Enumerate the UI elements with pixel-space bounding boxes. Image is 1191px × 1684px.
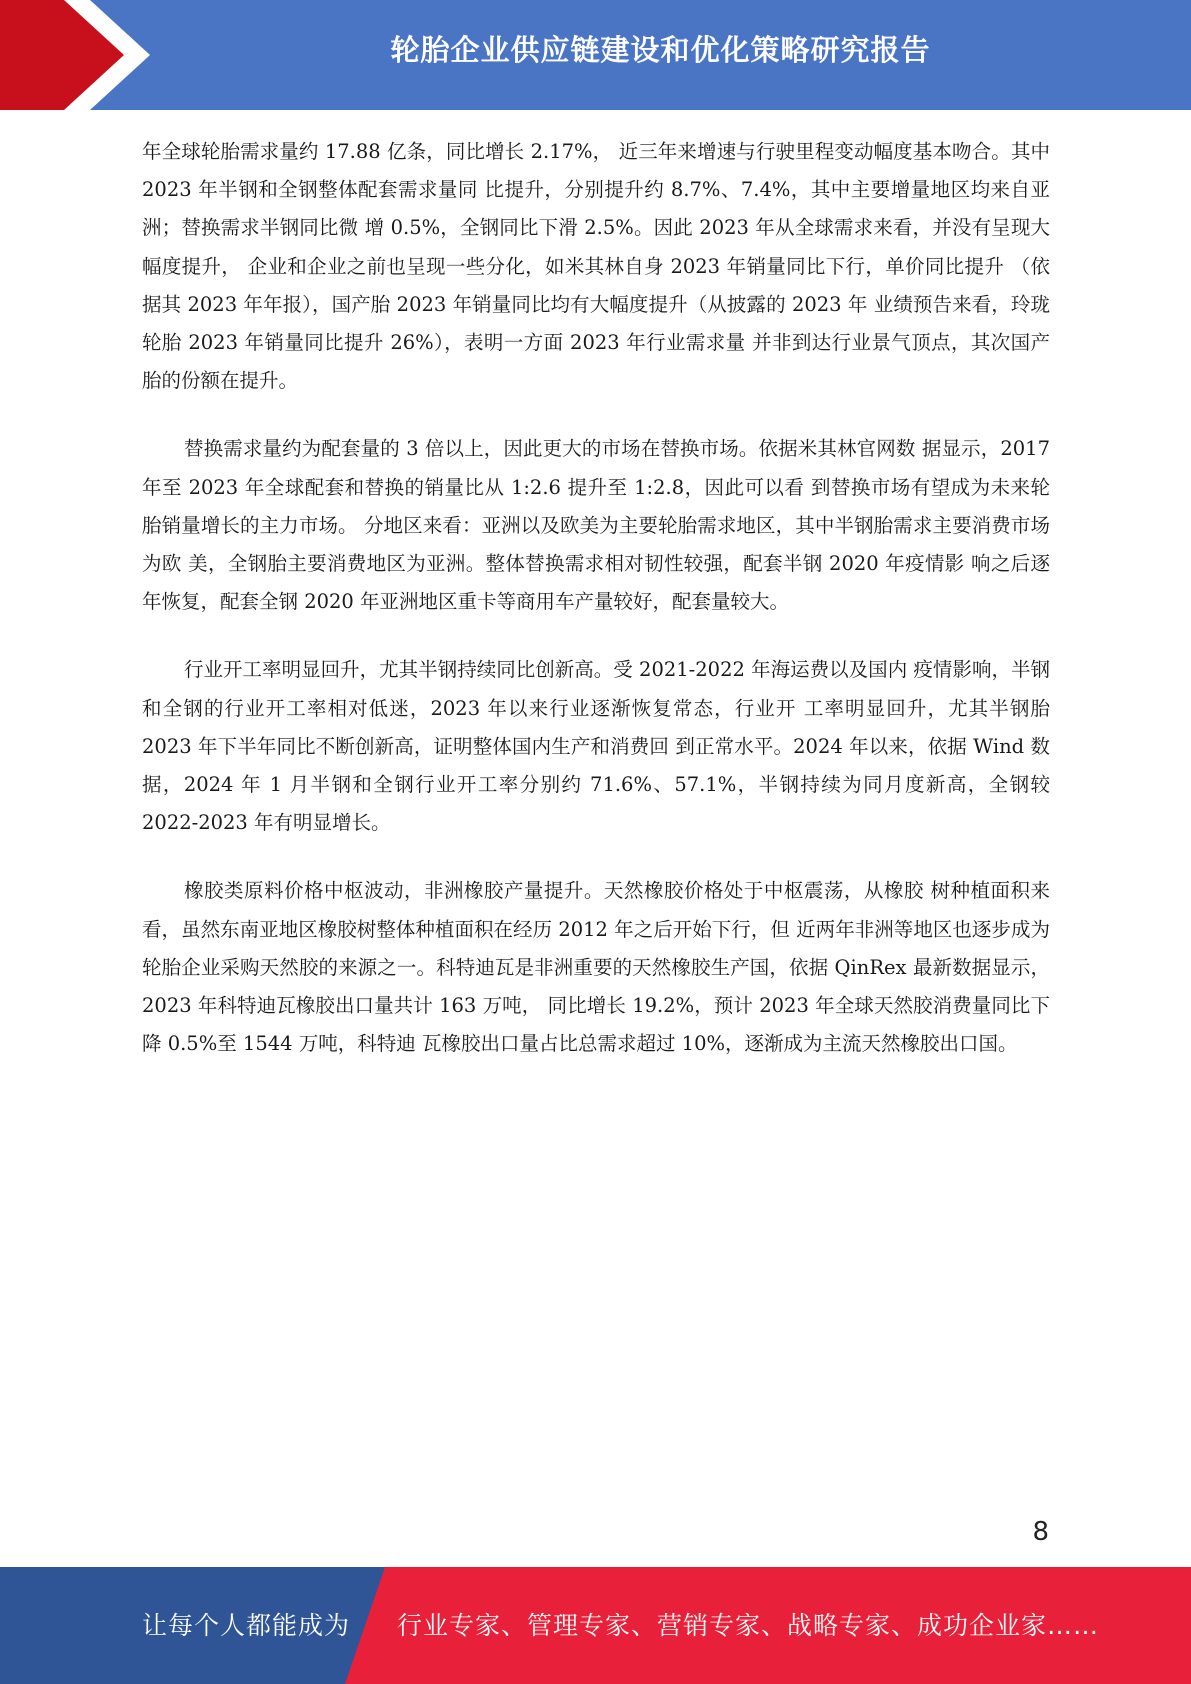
paragraph-2: 替换需求量约为配套量的 3 倍以上，因此更大的市场在替换市场。依据米其林官网数 据显示，2017 年至 2023 年全球配套和替换的销量比从 1:2.6 提升至 1:2.8，因此可以看 到替换市场有望成为未来轮胎销量增长的主力市场。 分地区来看：亚洲以及欧美为主要轮胎需求地区，其中半钢胎需求主要消费市场为欧 美，全钢胎主要消费地区为亚洲。整体替换需求相对韧性较强，配套半钢 2020 年疫情影 响之后逐年恢复，配套全钢 2020 年亚洲地区重卡等商用车产量较好，配套量较大。: [142, 437, 1050, 614]
document-title: 轮胎企业供应链建设和优化策略研究报告: [390, 33, 931, 67]
paragraph-3: 行业开工率明显回升，尤其半钢持续同比创新高。受 2021-2022 年海运费以及国内 疫情影响，半钢和全钢的行业开工率相对低迷，2023 年以来行业逐渐恢复常态，行业开 工率明显回升，尤其半钢胎 2023 年下半年同比不断创新高，证明整体国内生产和消费回 到正常水平。2024 年以来，依据 Wind 数据，2024 年 1 月半钢和全钢行业开工率分别约 71.6%、57.1%，半钢持续为同月度新高，全钢较 2022-2023 年有明显增长。: [142, 658, 1050, 835]
body-content: [142, 133, 1050, 1093]
footer-slogan-left: 让每个人都能成为: [142, 1611, 351, 1640]
paragraph-1: 年全球轮胎需求量约 17.88 亿条，同比增长 2.17%， 近三年来增速与行驶里程变动幅度基本吻合。其中 2023 年半钢和全钢整体配套需求量同 比提升，分别提升约 8.7%、7.4%，其中主要增量地区均来自亚洲；替换需求半钢同比微 增 0.5%，全钢同比下滑 2.5%。因此 2023 年从全球需求来看，并没有呈现大幅度提升， 企业和企业之前也呈现一些分化，如米其林自身 2023 年销量同比下行，单价同比提升 （依据其 2023 年年报），国产胎 2023 年销量同比均有大幅度提升（从披露的 2023 年 业绩预告来看，玲珑轮胎 2023 年销量同比提升 26%），表明一方面 2023 年行业需求量 并非到达行业景气顶点，其次国产胎的份额在提升。: [142, 140, 1050, 393]
paragraph-4: 橡胶类原料价格中枢波动，非洲橡胶产量提升。天然橡胶价格处于中枢震荡，从橡胶 树种植面积来看，虽然东南亚地区橡胶树整体种植面积在经历 2012 年之后开始下行，但 近两年非洲等地区也逐步成为轮胎企业采购天然胶的来源之一。科特迪瓦是非洲重要的天然橡胶生产国，依据 QinRex 最新数据显示，2023 年科特迪瓦橡胶出口量共计 163 万吨， 同比增长 19.2%，预计 2023 年全球天然胶消费量同比下降 0.5%至 1544 万吨，科特迪 瓦橡胶出口量占比总需求超过 10%，逐渐成为主流天然橡胶出口国。: [142, 879, 1050, 1056]
page-header: [0, 0, 1191, 110]
page-footer: [0, 1567, 1191, 1684]
footer-slogan-right: 行业专家、管理专家、营销专家、战略专家、成功企业家……: [397, 1611, 1100, 1640]
page-number: 8: [1032, 1517, 1049, 1547]
